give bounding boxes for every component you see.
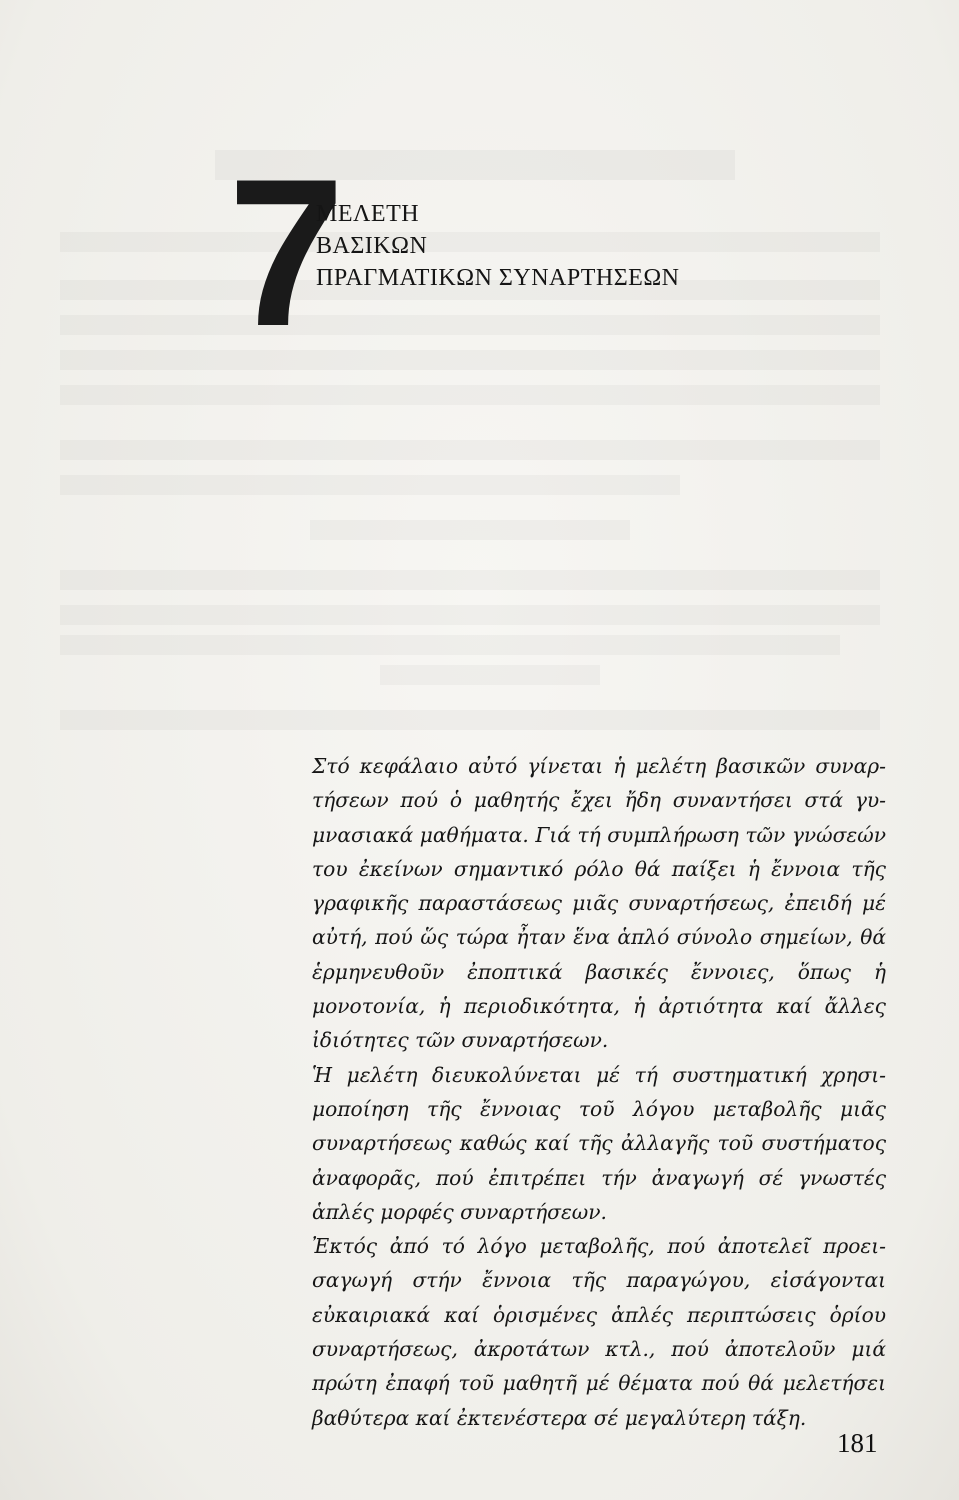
bleed-through-shadow xyxy=(60,440,880,460)
chapter-title-line: ΜΕΛΕΤΗ xyxy=(316,201,420,227)
chapter-introduction xyxy=(312,749,886,1435)
bleed-through-shadow xyxy=(60,385,880,405)
page-number: 181 xyxy=(837,1428,878,1458)
chapter-title xyxy=(316,198,680,294)
bleed-through-shadow xyxy=(380,665,600,685)
intro-paragraph: Ἡ μελέτη διευκολύνεται μέ τή συστηματική χρησιμοποίηση τῆς ἔννοιας τοῦ λόγου μεταβολῆς μιᾶς συναρτήσεως καθώς καί τῆς ἀλλαγῆς τοῦ συστήματος ἀναφορᾶς, πού ἐπιτρέπει τήν ἀναγωγή σέ γνωστές ἁπλές μορφές συναρτήσεων. xyxy=(312,1062,886,1224)
intro-paragraph: Στό κεφάλαιο αὐτό γίνεται ἡ μελέτη βασικῶν συναρτήσεων πού ὁ μαθητής ἔχει ἤδη συναντήσει στά γυμνασιακά μαθήματα. Γιά τή συμπλήρωση τῶν γνώσεών του ἐκείνων σημαντικό ρόλο θά παίξει ἡ ἔννοια τῆς γραφικῆς παραστάσεως μιᾶς συναρτήσεως, ἐπειδή μέ αὐτή, πού ὥς τώρα ἦταν ἕνα ἁπλό σύνολο σημείων, θά ἑρμηνευθοῦν ἐποπτικά βασικές ἔννοιες, ὅπως ἡ μονοτονία, ἡ περιοδικότητα, ἡ ἀρτιότητα καί ἄλλες ἰδιότητες τῶν συναρτήσεων. xyxy=(312,754,886,1053)
bleed-through-shadow xyxy=(310,520,630,540)
chapter-number: 7 xyxy=(228,135,341,370)
chapter-title-line: ΠΡΑΓΜΑΤΙΚΩΝ ΣΥΝΑΡΤΗΣΕΩΝ xyxy=(316,265,680,291)
bleed-through-shadow xyxy=(60,475,680,495)
bleed-through-shadow xyxy=(60,605,880,625)
chapter-title-line: ΒΑΣΙΚΩΝ xyxy=(316,233,428,259)
bleed-through-shadow xyxy=(60,570,880,590)
bleed-through-shadow xyxy=(60,350,880,370)
bleed-through-shadow xyxy=(60,710,880,730)
bleed-through-shadow xyxy=(60,635,840,655)
bleed-through-shadow xyxy=(60,315,880,335)
intro-paragraph: Ἐκτός ἀπό τό λόγο μεταβολῆς, πού ἀποτελεῖ προεισαγωγή στήν ἔννοια τῆς παραγώγου, εἰσάγονται εὐκαιριακά καί ὁρισμένες ἁπλές περιπτώσεις ὁρίου συναρτήσεως, ἀκροτάτων κτλ., πού ἀποτελοῦν μιά πρώτη ἐπαφή τοῦ μαθητῆ μέ θέματα πού θά μελετήσει βαθύτερα καί ἐκτενέστερα σέ μεγαλύτερη τάξη. xyxy=(312,1234,886,1430)
